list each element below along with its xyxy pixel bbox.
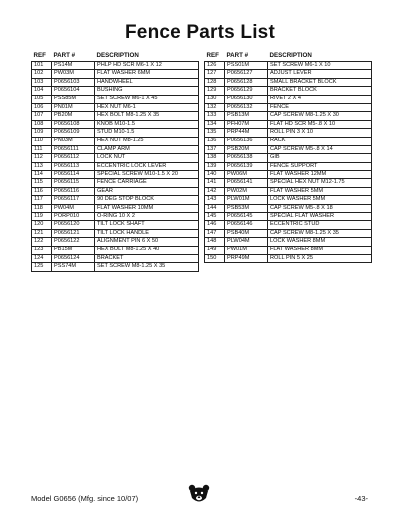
cell-ref: 147: [205, 229, 225, 237]
cell-part-number: P0656141: [225, 179, 268, 187]
cell-part-number: PSB40M: [225, 229, 268, 237]
cell-part-number: PW04M: [52, 204, 95, 212]
table-row: [32, 221, 199, 229]
table-row: [205, 103, 372, 111]
cell-ref: 132: [205, 103, 225, 111]
cell-part-number: P0656129: [225, 87, 268, 95]
cell-ref: 111: [32, 145, 52, 153]
cell-description: KNOB M10-1.5: [95, 120, 199, 128]
cell-part-number: P0656128: [225, 78, 268, 86]
table-row: [205, 229, 372, 237]
table-row: [205, 246, 372, 254]
cell-ref: 101: [32, 62, 52, 70]
table-row: [205, 78, 372, 86]
cell-description: LOCK WASHER 8MM: [268, 238, 372, 246]
cell-description: SET SCREW M8-1.25 X 35: [95, 263, 199, 271]
cell-description: SET SCREW M6-1 X 45: [95, 95, 199, 103]
cell-ref: 113: [32, 162, 52, 170]
cell-part-number: P0656138: [225, 154, 268, 162]
cell-description: TILT LOCK HANDLE: [95, 229, 199, 237]
table-row: [32, 162, 199, 170]
table-row: [32, 120, 199, 128]
table-row: [32, 95, 199, 103]
cell-part-number: P0656120: [52, 221, 95, 229]
table-row: [32, 103, 199, 111]
cell-ref: 123: [32, 246, 52, 254]
cell-ref: 110: [32, 137, 52, 145]
cell-part-number: PW02M: [225, 187, 268, 195]
table-row: [32, 129, 199, 137]
table-row: [205, 213, 372, 221]
cell-part-number: P0656115: [52, 179, 95, 187]
cell-ref: 128: [205, 78, 225, 86]
table-row: [205, 187, 372, 195]
cell-description: RACK: [268, 137, 372, 145]
table-row: [32, 254, 199, 262]
cell-description: SET SCREW M6-1 X 10: [268, 62, 372, 70]
cell-description: HEX NUT M8-1.25: [95, 137, 199, 145]
cell-description: O-RING 10 X 2: [95, 213, 199, 221]
bear-logo-icon: [187, 484, 211, 504]
cell-ref: 124: [32, 254, 52, 262]
cell-description: HEX NUT M6-1: [95, 103, 199, 111]
cell-part-number: PSS85M: [52, 95, 95, 103]
col-header-part: PART #: [53, 52, 76, 60]
cell-part-number: PN03M: [52, 137, 95, 145]
col-header-ref: REF: [206, 52, 219, 60]
cell-ref: 117: [32, 196, 52, 204]
cell-part-number: PW01M: [225, 246, 268, 254]
cell-description: RIVET 2 X 4: [268, 95, 372, 103]
cell-part-number: PS14M: [52, 62, 95, 70]
cell-ref: 130: [205, 95, 225, 103]
cell-ref: 146: [205, 221, 225, 229]
table-row: [32, 179, 199, 187]
cell-ref: 141: [205, 179, 225, 187]
cell-description: GEAR: [95, 187, 199, 195]
cell-description: HEX BOLT M8-1.25 X 40: [95, 246, 199, 254]
page-number: -43-: [354, 494, 368, 503]
cell-description: FLAT WASHER 10MM: [95, 204, 199, 212]
table-row: [205, 87, 372, 95]
cell-ref: 112: [32, 154, 52, 162]
cell-part-number: PW06M: [225, 171, 268, 179]
table-row: [32, 112, 199, 120]
cell-ref: 125: [32, 263, 52, 271]
cell-ref: 122: [32, 238, 52, 246]
cell-part-number: PSB53M: [225, 204, 268, 212]
cell-description: TILT LOCK SHAFT: [95, 221, 199, 229]
cell-part-number: PLW04M: [225, 238, 268, 246]
cell-part-number: P0656112: [52, 154, 95, 162]
table-row: [32, 263, 199, 271]
cell-description: BUSHING: [95, 87, 199, 95]
cell-part-number: P0656136: [225, 137, 268, 145]
table-row: [32, 229, 199, 237]
cell-ref: 127: [205, 70, 225, 78]
table-row: [205, 145, 372, 153]
cell-description: LOCK WASHER 5MM: [268, 196, 372, 204]
cell-part-number: P0656114: [52, 171, 95, 179]
table-row: [205, 254, 372, 262]
table-row: [205, 137, 372, 145]
cell-part-number: PRP49M: [225, 254, 268, 262]
parts-table-left: [31, 52, 199, 272]
cell-part-number: P0656122: [52, 238, 95, 246]
cell-ref: 118: [32, 204, 52, 212]
cell-part-number: PB20M: [52, 112, 95, 120]
cell-description: FLAT WASHER 6MM: [95, 70, 199, 78]
table-header-row: [205, 52, 372, 62]
cell-part-number: PB15M: [52, 246, 95, 254]
cell-description: FLAT WASHER 5MM: [268, 187, 372, 195]
model-footer: Model G0656 (Mfg. since 10/07): [31, 494, 139, 503]
cell-ref: 121: [32, 229, 52, 237]
cell-description: CLAMP ARM: [95, 145, 199, 153]
table-row: [205, 171, 372, 179]
cell-part-number: P0656124: [52, 254, 95, 262]
cell-description: FENCE SUPPORT: [268, 162, 372, 170]
cell-description: GIB: [268, 154, 372, 162]
cell-description: SMALL BRACKET BLOCK: [268, 78, 372, 86]
cell-description: ROLL PIN 5 X 25: [268, 254, 372, 262]
cell-ref: 115: [32, 179, 52, 187]
cell-ref: 103: [32, 78, 52, 86]
cell-description: SPECIAL FLAT WASHER: [268, 213, 372, 221]
cell-ref: 142: [205, 187, 225, 195]
cell-part-number: PSS01M: [225, 62, 268, 70]
cell-part-number: P0656139: [225, 162, 268, 170]
cell-description: 90 DEG STOP BLOCK: [95, 196, 199, 204]
table-row: [32, 238, 199, 246]
cell-ref: 107: [32, 112, 52, 120]
table-row: [205, 196, 372, 204]
table-row: [205, 154, 372, 162]
cell-part-number: PLW01M: [225, 196, 268, 204]
cell-ref: 143: [205, 196, 225, 204]
table-row: [205, 62, 372, 70]
table-row: [32, 196, 199, 204]
table-row: [205, 120, 372, 128]
cell-description: ECCENTRIC LOCK LEVER: [95, 162, 199, 170]
table-row: [32, 187, 199, 195]
cell-ref: 129: [205, 87, 225, 95]
cell-part-number: PN01M: [52, 103, 95, 111]
cell-ref: 119: [32, 213, 52, 221]
table-row: [205, 112, 372, 120]
col-header-ref: REF: [33, 52, 46, 60]
cell-part-number: P0656111: [52, 145, 95, 153]
table-row: [32, 87, 199, 95]
cell-part-number: P0656108: [52, 120, 95, 128]
cell-ref: 135: [205, 129, 225, 137]
cell-ref: 139: [205, 162, 225, 170]
cell-part-number: P0656116: [52, 187, 95, 195]
cell-part-number: PW03M: [52, 70, 95, 78]
cell-description: LOCK NUT: [95, 154, 199, 162]
cell-ref: 144: [205, 204, 225, 212]
cell-ref: 133: [205, 112, 225, 120]
cell-description: FENCE: [268, 103, 372, 111]
table-row: [32, 246, 199, 254]
table-row: [205, 95, 372, 103]
cell-part-number: P0656130: [225, 95, 268, 103]
col-header-desc: DESCRIPTION: [269, 52, 312, 60]
cell-ref: 137: [205, 145, 225, 153]
cell-description: FENCE CARRIAGE: [95, 179, 199, 187]
cell-part-number: P0656145: [225, 213, 268, 221]
cell-description: ADJUST LEVER: [268, 70, 372, 78]
cell-description: SPECIAL HEX NUT M12-1.75: [268, 179, 372, 187]
cell-ref: 138: [205, 154, 225, 162]
cell-part-number: PRP44M: [225, 129, 268, 137]
table-row: [205, 162, 372, 170]
cell-ref: 149: [205, 246, 225, 254]
cell-part-number: P0656113: [52, 162, 95, 170]
cell-description: ALIGNMENT PIN 6 X 50: [95, 238, 199, 246]
table-row: [32, 213, 199, 221]
table-row: [32, 78, 199, 86]
cell-description: FLAT HD SCR M5-.8 X 10: [268, 120, 372, 128]
table-row: [32, 171, 199, 179]
table-row: [32, 204, 199, 212]
cell-part-number: PORP010: [52, 213, 95, 221]
cell-ref: 102: [32, 70, 52, 78]
page-title: Fence Parts List: [125, 22, 275, 43]
col-header-desc: DESCRIPTION: [96, 52, 139, 60]
table-row: [205, 204, 372, 212]
cell-ref: 120: [32, 221, 52, 229]
cell-description: STUD M10-1.5: [95, 129, 199, 137]
parts-table-right: [204, 52, 372, 263]
cell-description: ROLL PIN 3 X 10: [268, 129, 372, 137]
table-row: [32, 62, 199, 70]
cell-ref: 116: [32, 187, 52, 195]
cell-description: SPECIAL SCREW M10-1.5 X 20: [95, 171, 199, 179]
table-row: [32, 145, 199, 153]
cell-part-number: P0656146: [225, 221, 268, 229]
cell-description: BRACKET BLOCK: [268, 87, 372, 95]
table-row: [32, 154, 199, 162]
table-row: [32, 137, 199, 145]
cell-description: CAP SCREW M8-1.25 X 30: [268, 112, 372, 120]
cell-part-number: PSB13M: [225, 112, 268, 120]
cell-ref: 140: [205, 171, 225, 179]
table-row: [205, 70, 372, 78]
table-row: [205, 179, 372, 187]
cell-description: FLAT WASHER 8MM: [268, 246, 372, 254]
cell-part-number: P0656104: [52, 87, 95, 95]
cell-description: HEX BOLT M8-1.25 X 35: [95, 112, 199, 120]
cell-description: BRACKET: [95, 254, 199, 262]
cell-description: PHLP HD SCR M6-1 X 12: [95, 62, 199, 70]
cell-ref: 106: [32, 103, 52, 111]
cell-part-number: PSS74M: [52, 263, 95, 271]
table-row: [205, 129, 372, 137]
cell-part-number: PFH07M: [225, 120, 268, 128]
cell-description: HANDWHEEL: [95, 78, 199, 86]
cell-part-number: P0656109: [52, 129, 95, 137]
cell-part-number: P0656121: [52, 229, 95, 237]
cell-ref: 108: [32, 120, 52, 128]
cell-part-number: P0656103: [52, 78, 95, 86]
cell-part-number: P0656117: [52, 196, 95, 204]
cell-ref: 134: [205, 120, 225, 128]
table-row: [205, 238, 372, 246]
cell-ref: 136: [205, 137, 225, 145]
cell-ref: 148: [205, 238, 225, 246]
cell-description: CAP SCREW M8-1.25 X 35: [268, 229, 372, 237]
cell-ref: 150: [205, 254, 225, 262]
cell-description: ECCENTRIC STUD: [268, 221, 372, 229]
cell-ref: 104: [32, 87, 52, 95]
cell-description: CAP SCREW M5-.8 X 14: [268, 145, 372, 153]
col-header-part: PART #: [226, 52, 249, 60]
cell-description: FLAT WASHER 12MM: [268, 171, 372, 179]
cell-description: CAP SCREW M5-.8 X 18: [268, 204, 372, 212]
cell-part-number: PSB20M: [225, 145, 268, 153]
cell-ref: 105: [32, 95, 52, 103]
table-header-row: [32, 52, 199, 62]
cell-part-number: P0656132: [225, 103, 268, 111]
table-row: [32, 70, 199, 78]
table-row: [205, 221, 372, 229]
cell-ref: 114: [32, 171, 52, 179]
cell-ref: 145: [205, 213, 225, 221]
cell-ref: 126: [205, 62, 225, 70]
cell-ref: 109: [32, 129, 52, 137]
cell-part-number: P0656127: [225, 70, 268, 78]
